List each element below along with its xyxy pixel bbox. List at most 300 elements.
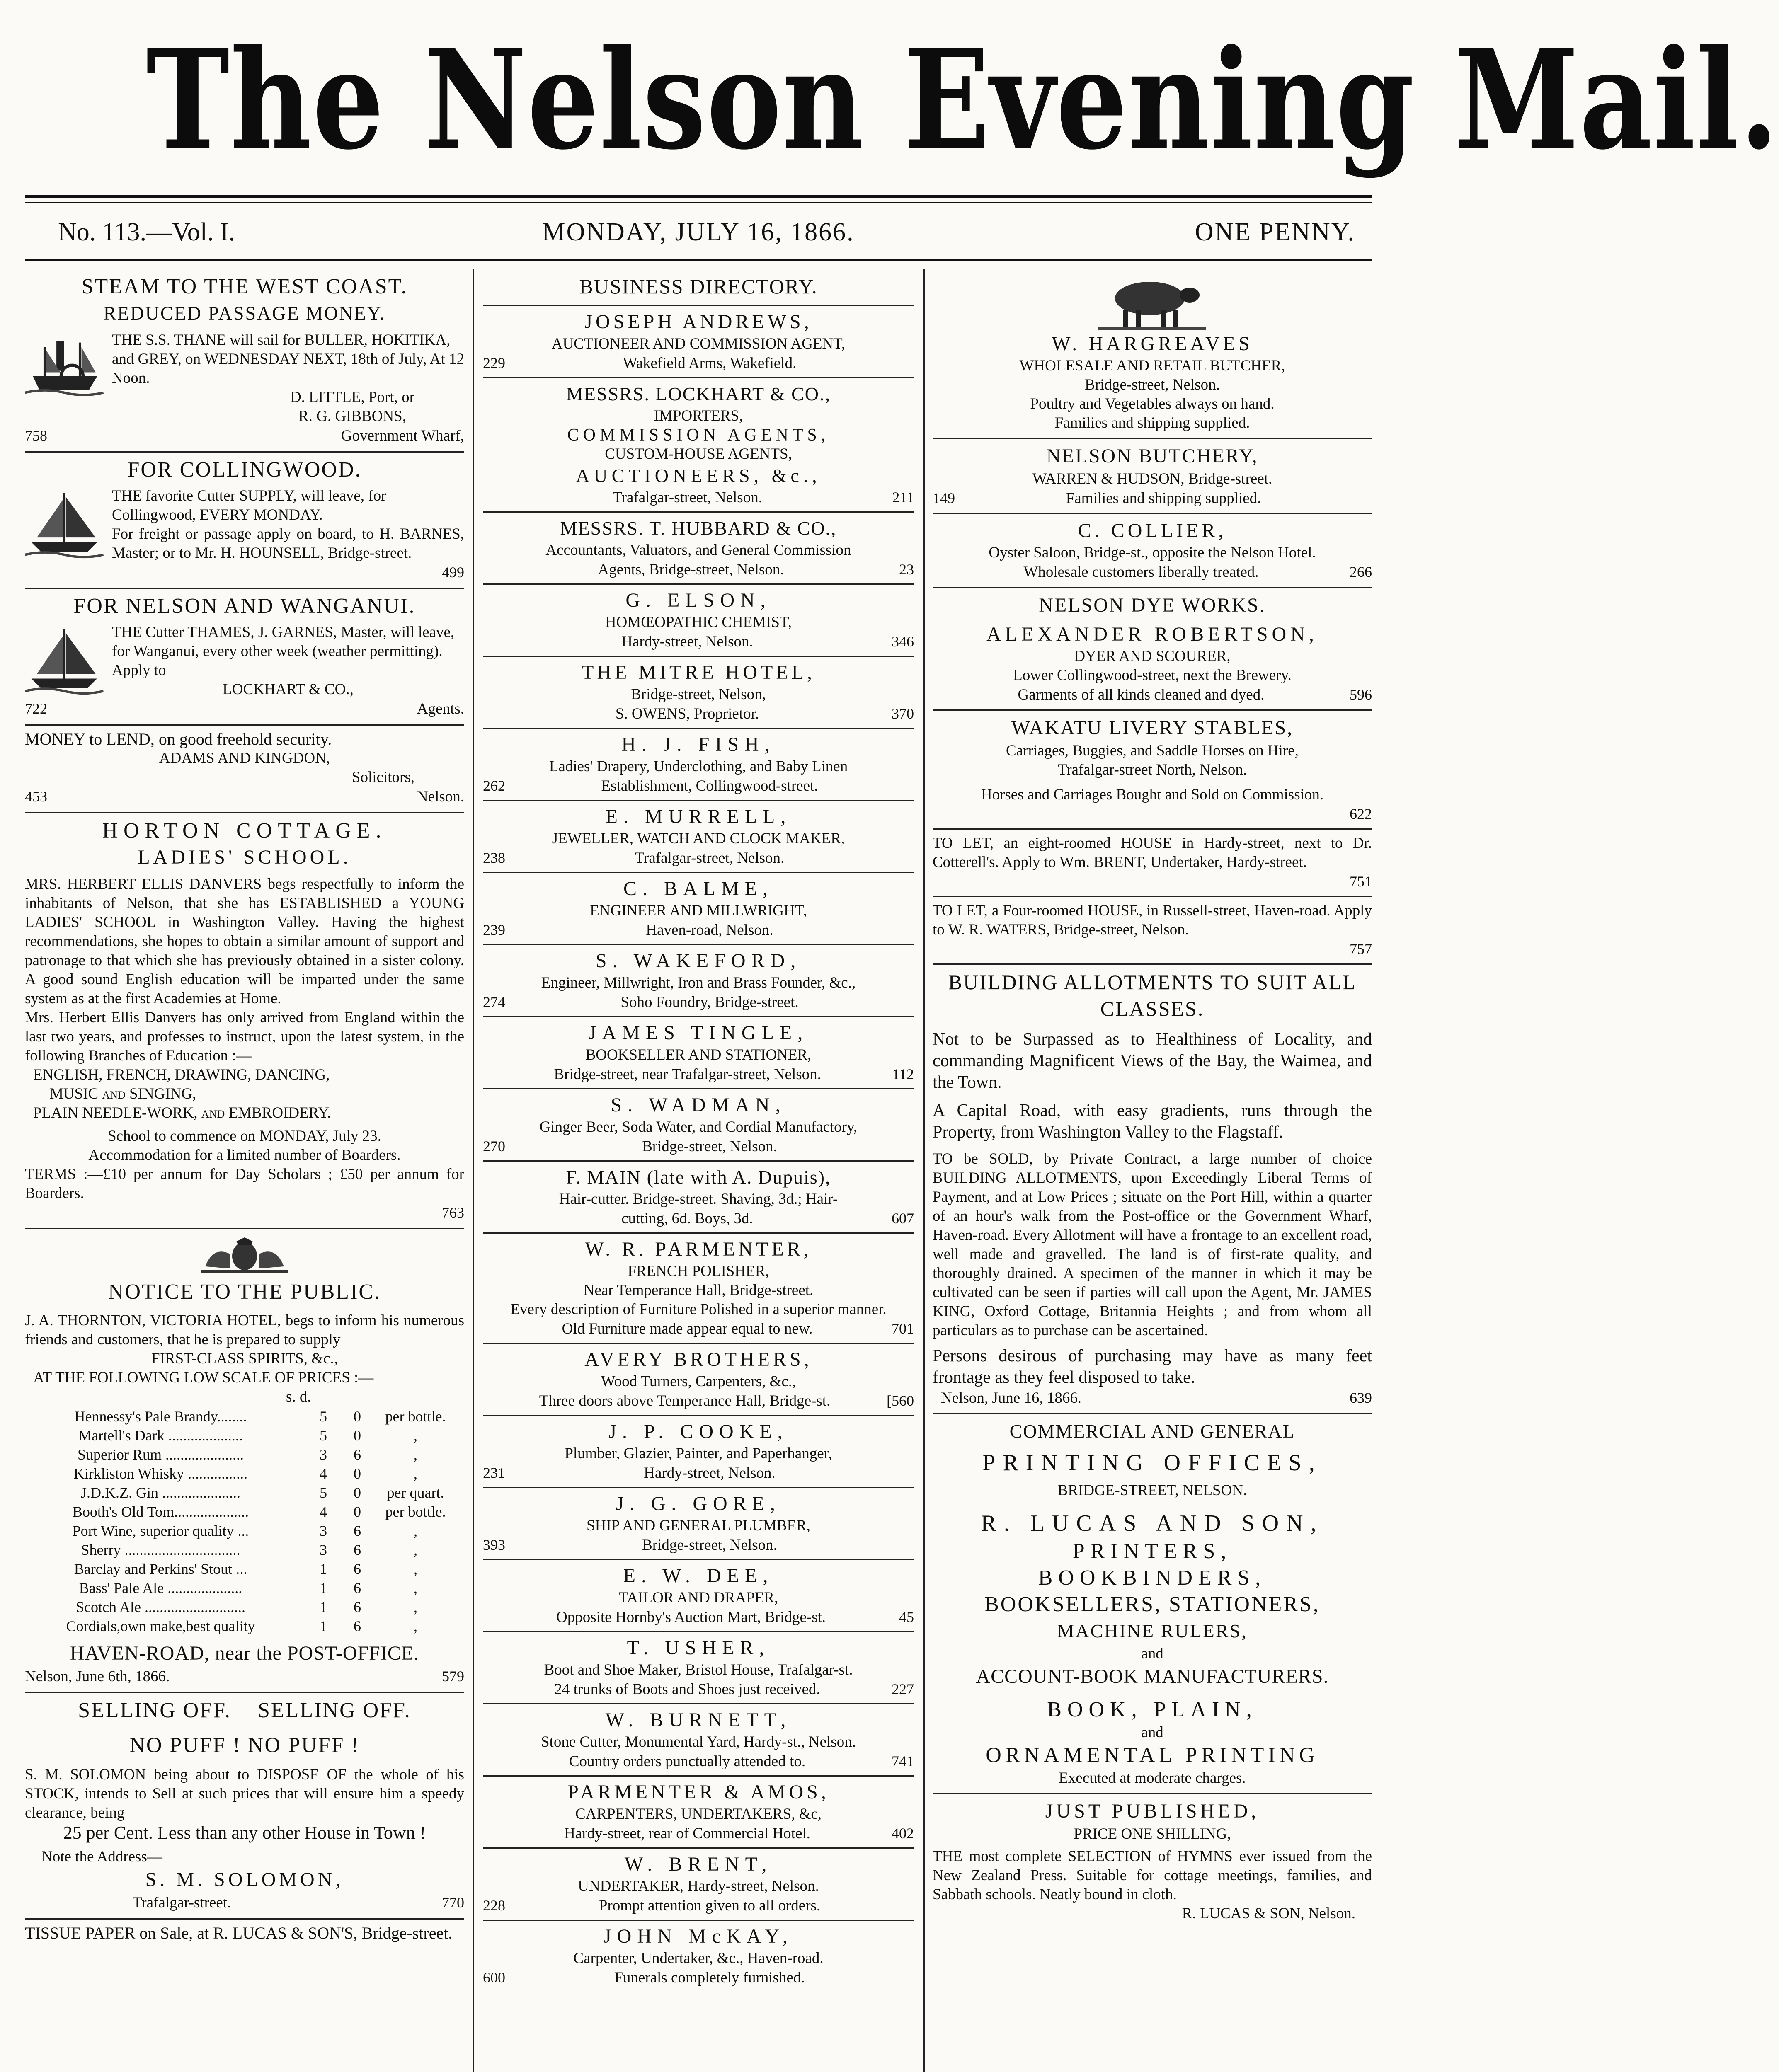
entry-name: JOHN McKAY, <box>603 1925 794 1947</box>
entry-footer <box>483 632 914 651</box>
entry-line: cutting, 6d. Boys, 3d. <box>621 1210 753 1227</box>
ad-line: ACCOUNT-BOOK MANUFACTURERS. <box>976 1665 1329 1687</box>
ad-title: STEAM TO THE WEST COAST. <box>81 275 408 298</box>
entry-footer <box>483 1065 914 1084</box>
entry-number: [560 <box>887 1392 914 1409</box>
ad-body: TERMS :—£10 per annum for Day Scholars ; £50 per annum for Boarders. <box>25 1166 464 1202</box>
ad-tissue-paper <box>25 1920 464 1949</box>
ad-body: MRS. HERBERT ELLIS DANVERS begs respectfully to inform the inhabitants of Nelson, that she has ESTABLISHED a YOUNG LADIES' SCHOOL in Washington Valley. Having the highest recommendations, she hopes to obtain a similar amount of support and patronage to that which she has previously obtained in a sister colony. A good sound English education will be imparted under the same system as at the first Academies at Home. <box>25 876 464 1007</box>
ad-name: ALEXANDER ROBERTSON, <box>986 623 1318 645</box>
price-unit: per quart. <box>387 1484 444 1501</box>
ad-line: Families and shipping supplied. <box>1066 490 1261 507</box>
ad-number: 622 <box>1350 806 1372 822</box>
entry-name: JAMES TINGLE, <box>588 1022 809 1044</box>
price-item: Cordials,own make,best quality <box>66 1618 255 1634</box>
entry-line: Stone Cutter, Monumental Yard, Hardy-st., Nelson. <box>540 1733 856 1750</box>
entry-name: W. R. PARMENTER, <box>585 1238 812 1260</box>
masthead <box>25 17 1779 182</box>
entry-line: CARPENTERS, UNDERTAKERS, &c, <box>575 1806 822 1823</box>
issue-line <box>25 215 1372 249</box>
entry-line: Bridge-street, Nelson. <box>642 1537 777 1554</box>
entry-number: 741 <box>892 1753 914 1769</box>
ad-title: SELLING OFF. SELLING OFF. <box>78 1699 411 1722</box>
ad-name: C. COLLIER, <box>1078 520 1227 542</box>
entry-line: Carpenter, Undertaker, &c., Haven-road. <box>573 1950 824 1967</box>
ad-body: Persons desirous of purchasing may have as many feet frontage as they feel disposed to take. <box>933 1346 1372 1387</box>
entry-line: BOOKSELLER AND STATIONER, <box>585 1046 812 1063</box>
entry-footer <box>483 1824 914 1843</box>
entry-line: Hardy-street, rear of Commercial Hotel. <box>564 1825 810 1842</box>
ad-line: Garments of all kinds cleaned and dyed. <box>1018 686 1265 703</box>
price-row <box>26 1484 463 1502</box>
price-shillings: 5 <box>320 1484 327 1501</box>
entry-line: TAILOR AND DRAPER, <box>618 1589 778 1606</box>
ad-number: 763 <box>442 1204 464 1221</box>
ad-line: Horses and Carriages Bought and Sold on Commission. <box>981 786 1324 803</box>
ad-body: TO LET, an eight-roomed HOUSE in Hardy-street, next to Dr. Cotterell's. Apply to Wm. BRENT, Undertaker, Hardy-street. <box>933 835 1372 871</box>
price-pence: 6 <box>354 1446 361 1463</box>
directory-list <box>483 306 914 1992</box>
price-shillings: 1 <box>320 1580 327 1596</box>
ad-line: Wholesale customers liberally treated. <box>1023 564 1259 581</box>
entry-number: 227 <box>892 1681 914 1697</box>
ad-line: Carriages, Buggies, and Saddle Horses on Hire, <box>1006 742 1299 759</box>
price-pence: 0 <box>354 1408 361 1425</box>
directory-header <box>483 269 914 306</box>
entry-name: S. WADMAN, <box>611 1094 786 1116</box>
entry-footer <box>483 1391 914 1411</box>
ad-line: BOOKBINDERS, <box>1038 1566 1267 1590</box>
price-row <box>26 1407 463 1426</box>
entry-footer <box>483 1463 914 1483</box>
column-3 <box>933 269 1372 2072</box>
ad-body: TO LET, a Four-roomed HOUSE, in Russell-street, Haven-road. Apply to W. R. WATERS, Bridge-street, Nelson. <box>933 902 1372 938</box>
ad-body: THE most complete SELECTION of HYMNS ever issued from the New Zealand Press. Suitable for cottage meetings, families, and Sabbath schools. Neatly bound in cloth. <box>933 1848 1372 1903</box>
entry-line: 24 trunks of Boots and Shoes just received. <box>554 1681 820 1698</box>
ad-title: FOR COLLINGWOOD. <box>127 458 362 482</box>
directory-entry <box>483 1777 914 1849</box>
ad-branch: ENGLISH, FRENCH, DRAWING, DANCING, <box>33 1066 330 1083</box>
entry-line: CUSTOM-HOUSE AGENTS, <box>605 445 792 462</box>
directory-entry <box>483 1632 914 1704</box>
entry-line: Engineer, Millwright, Iron and Brass Founder, &c., <box>541 974 856 991</box>
price-row <box>26 1617 463 1635</box>
price-item: Scotch Ale ........................... <box>76 1599 245 1615</box>
entry-number: 211 <box>892 489 914 506</box>
directory-entry <box>483 873 914 945</box>
column-1 <box>25 269 464 2072</box>
ad-title: NOTICE TO THE PUBLIC. <box>108 1280 381 1304</box>
price-row <box>26 1579 463 1597</box>
price-unit: , <box>414 1427 417 1444</box>
directory-entry <box>483 729 914 801</box>
entry-name: H. J. FISH, <box>621 733 776 755</box>
entry-name: THE MITRE HOTEL, <box>582 661 815 683</box>
ad-number: 499 <box>442 564 464 581</box>
ad-building-allotments <box>933 965 1372 1414</box>
directory-entry <box>483 1089 914 1162</box>
price-row <box>26 1426 463 1445</box>
entry-line: SHIP AND GENERAL PLUMBER, <box>587 1517 810 1534</box>
price-unit: , <box>414 1465 417 1482</box>
entry-name: AVERY BROTHERS, <box>584 1348 812 1370</box>
ad-branch: MUSIC and SINGING, <box>50 1085 196 1102</box>
ad-line: Oyster Saloon, Bridge-st., opposite the Nelson Hotel. <box>989 544 1316 561</box>
ad-to-let-1 <box>933 830 1372 897</box>
ad-line: Families and shipping supplied. <box>1054 414 1250 431</box>
entry-name: J. G. GORE, <box>616 1493 781 1515</box>
price-item: Port Wine, superior quality ... <box>72 1523 249 1539</box>
price-item: Sherry ............................... <box>81 1542 240 1558</box>
ad-street: Trafalgar-street. <box>133 1894 231 1911</box>
entry-line: S. OWENS, Proprietor. <box>615 705 759 722</box>
ad-body: Note the Address— <box>41 1848 162 1865</box>
ad-title: FOR NELSON AND WANGANUI. <box>73 594 416 618</box>
entry-footer <box>483 992 914 1012</box>
ad-title: WAKATU LIVERY STABLES, <box>1011 717 1294 739</box>
price-item: J.D.K.Z. Gin ..................... <box>81 1484 240 1501</box>
entry-line: AUCTIONEER AND COMMISSION AGENT, <box>551 335 846 352</box>
entry-line: Bridge-street, Nelson, <box>631 686 766 703</box>
entry-number: 402 <box>892 1825 914 1842</box>
ad-number: 453 <box>25 788 47 805</box>
ad-place: Nelson. <box>417 788 464 805</box>
price-row <box>26 1522 463 1540</box>
ad-nelson-butchery <box>933 439 1372 514</box>
entry-line: Boot and Shoe Maker, Bristol House, Trafalgar-st. <box>544 1661 853 1678</box>
entry-number: 393 <box>483 1537 505 1553</box>
price-pence: 6 <box>354 1618 361 1634</box>
price-unit: , <box>414 1446 417 1463</box>
price-row <box>26 1464 463 1483</box>
entry-number: 45 <box>899 1609 914 1625</box>
price-pence: 6 <box>354 1580 361 1596</box>
entry-line: Ginger Beer, Soda Water, and Cordial Manufactory, <box>539 1118 858 1135</box>
directory-title: BUSINESS DIRECTORY. <box>579 275 818 298</box>
ad-number: 751 <box>1350 873 1372 890</box>
ad-body: AT THE FOLLOWING LOW SCALE OF PRICES :— <box>33 1369 374 1386</box>
ad-body: MONEY to LEND, on good freehold security. <box>25 730 332 748</box>
ad-solomon <box>25 1693 464 1920</box>
entry-line: COMMISSION AGENTS, <box>567 426 830 445</box>
sailing-cutter-icon <box>25 625 104 696</box>
ad-line: and <box>1141 1645 1163 1662</box>
entry-number: 112 <box>892 1066 914 1082</box>
entry-footer <box>483 848 914 868</box>
entry-line: Three doors above Temperance Hall, Bridge-st. <box>539 1392 831 1409</box>
entry-line: Trafalgar-street, Nelson. <box>635 850 785 867</box>
price-shillings: 1 <box>320 1561 327 1577</box>
ad-title: BUILDING ALLOTMENTS TO SUIT ALL CLASSES. <box>948 971 1357 1020</box>
price-pence: 6 <box>354 1599 361 1615</box>
ad-line: Poultry and Vegetables always on hand. <box>1030 395 1275 412</box>
price-unit: per bottle. <box>385 1408 446 1425</box>
price-pence: 0 <box>354 1427 361 1444</box>
directory-entry <box>483 657 914 729</box>
ad-line: Bridge-street, Nelson. <box>1085 376 1220 393</box>
royal-arms-icon <box>197 1237 292 1275</box>
price-unit: , <box>414 1618 417 1634</box>
directory-entry <box>483 801 914 873</box>
ad-date: Nelson, June 16, 1866. <box>941 1389 1082 1406</box>
ad-line: BOOKSELLERS, STATIONERS, <box>984 1593 1320 1616</box>
entry-number: 239 <box>483 922 505 938</box>
entry-line: Haven-road, Nelson. <box>646 922 773 939</box>
entry-number: 238 <box>483 850 505 866</box>
price-row <box>26 1598 463 1616</box>
entry-line: Wakefield Arms, Wakefield. <box>623 355 797 372</box>
entry-line: Funerals completely furnished. <box>614 1969 805 1986</box>
sheep-icon <box>1098 274 1206 332</box>
ad-title: PRINTING OFFICES, <box>982 1450 1322 1476</box>
masthead-rule <box>25 195 1372 203</box>
issue-price: ONE PENNY. <box>1195 218 1355 246</box>
price-pence: 6 <box>354 1523 361 1539</box>
entry-number: 229 <box>483 355 505 371</box>
ad-number: 722 <box>25 700 47 717</box>
ad-line: Lower Collingwood-street, next the Brewery. <box>1013 667 1292 684</box>
price-item: Martell's Dark .................... <box>78 1427 243 1444</box>
ad-date: Nelson, June 6th, 1866. <box>25 1668 170 1685</box>
entry-number: 607 <box>892 1210 914 1227</box>
entry-name: F. MAIN (late with A. Dupuis), <box>566 1167 831 1188</box>
ad-signature: R. LUCAS & SON, Nelson. <box>1182 1905 1355 1922</box>
ad-line: Trafalgar-street North, Nelson. <box>1057 761 1247 778</box>
price-unit: , <box>414 1561 417 1577</box>
entry-line: Bridge-street, near Trafalgar-street, Nelson. <box>554 1066 821 1083</box>
entry-line: Hardy-street, Nelson. <box>621 633 753 650</box>
ad-name: NELSON BUTCHERY, <box>1046 445 1258 467</box>
ad-agent: Solicitors, <box>351 769 414 786</box>
ad-name: R. LUCAS AND SON, <box>981 1510 1324 1536</box>
ad-line: PRINTERS, <box>1072 1539 1232 1563</box>
price-row <box>26 1541 463 1559</box>
price-row <box>26 1560 463 1578</box>
price-item: Booth's Old Tom.................... <box>72 1503 249 1520</box>
price-pence: 6 <box>354 1542 361 1558</box>
column-2 <box>483 269 914 2072</box>
entry-line: Hardy-street, Nelson. <box>644 1464 776 1481</box>
entry-line: UNDERTAKER, Hardy-street, Nelson. <box>578 1878 819 1895</box>
ad-agent: ADAMS AND KINGDON, <box>159 750 330 767</box>
entry-number: 274 <box>483 994 505 1010</box>
issue-rule <box>25 259 1372 261</box>
entry-footer <box>483 1607 914 1627</box>
ad-name: S. M. SOLOMON, <box>145 1869 344 1890</box>
entry-name: C. BALME, <box>623 878 773 900</box>
ad-body: TO be SOLD, by Private Contract, a large number of choice BUILDING ALLOTMENTS, upon Exceedingly Liberal Terms of Payment, and at Low Prices ; situate on the Port Hill, within a quarter of an hour's walk from the Post-office or the Government Wharf, Haven-road. Every Allotment will have a frontage to an excellent road, well made and gravelled. The land is of first-rate quality, and thoroughly drained. A specimen of the manner in which it may be cultivated can be seen if parties will call upon the Agent, Mr. JAMES KING, Oxford Cottage, Britannia Heights ; and from whom all particulars as to purchase can be ascertained. <box>933 1150 1372 1339</box>
entry-name: JOSEPH ANDREWS, <box>584 311 812 333</box>
column-divider <box>473 269 474 2072</box>
price-unit: , <box>414 1599 417 1615</box>
directory-entry <box>483 378 914 513</box>
ad-number: 770 <box>442 1894 464 1911</box>
ad-number: 149 <box>933 490 955 506</box>
entry-footer <box>483 704 914 724</box>
ad-line: DYER AND SCOURER, <box>1074 648 1231 665</box>
ad-notice-public <box>25 1229 464 1311</box>
entry-line: IMPORTERS, <box>654 407 743 424</box>
column-divider <box>923 269 925 2072</box>
entry-line: Establishment, Collingwood-street. <box>601 777 818 794</box>
price-item: Barclay and Perkins' Stout ... <box>74 1561 247 1577</box>
ad-line: MACHINE RULERS, <box>1057 1620 1248 1641</box>
ad-collier <box>933 514 1372 588</box>
entry-line: Hair-cutter. Bridge-street. Shaving, 3d.; Hair- <box>559 1191 838 1208</box>
price-shillings: 5 <box>320 1427 327 1444</box>
ad-wakatu-stables <box>933 711 1372 830</box>
entry-number: 600 <box>483 1969 505 1986</box>
ad-subtitle: REDUCED PASSAGE MONEY. <box>103 303 386 324</box>
directory-entry <box>483 306 914 378</box>
entry-line: Ladies' Drapery, Underclothing, and Baby Linen <box>549 758 848 775</box>
price-pence: 0 <box>354 1465 361 1482</box>
directory-entry <box>483 1560 914 1632</box>
entry-number: 228 <box>483 1897 505 1914</box>
ad-agent: LOCKHART & CO., <box>223 681 354 698</box>
entry-footer <box>483 920 914 940</box>
entry-name: MESSRS. LOCKHART & CO., <box>566 383 831 404</box>
ad-body: For freight or passage apply on board, to H. BARNES, Master; or to Mr. H. HOUNSELL, Bridge-street. <box>112 525 464 562</box>
entry-number: 346 <box>892 633 914 650</box>
entry-number: 370 <box>892 705 914 722</box>
directory-entry <box>483 945 914 1017</box>
entry-footer <box>483 1752 914 1771</box>
price-header: s. d. <box>286 1388 311 1405</box>
directory-entry <box>483 1704 914 1777</box>
entry-footer <box>483 1137 914 1156</box>
price-unit: , <box>414 1542 417 1558</box>
ad-dye-works <box>933 588 1372 711</box>
ad-line: PRICE ONE SHILLING, <box>1074 1825 1231 1842</box>
issue-number: No. 113.—Vol. I. <box>58 218 235 246</box>
price-shillings: 3 <box>320 1542 327 1558</box>
entry-name: E. MURRELL, <box>605 806 792 828</box>
entry-line: Plumber, Glazier, Painter, and Paperhanger, <box>565 1445 832 1462</box>
price-pence: 0 <box>354 1503 361 1520</box>
ad-number: 579 <box>442 1668 464 1685</box>
ad-agent: Agents. <box>417 700 464 717</box>
entry-name: PARMENTER & AMOS, <box>567 1781 829 1803</box>
price-unit: , <box>414 1580 417 1596</box>
entry-name: G. ELSON, <box>625 589 771 611</box>
ad-body: Not to be Surpassed as to Healthiness of Locality, and commanding Magnificent Views of the Bay, the Waimea, and the Town. <box>933 1030 1372 1092</box>
entry-line: Trafalgar-street, Nelson. <box>613 489 762 506</box>
ad-subtitle: LADIES' SCHOOL. <box>138 846 351 868</box>
entry-line: HOMŒOPATHIC CHEMIST, <box>605 614 792 631</box>
entry-number: 270 <box>483 1138 505 1155</box>
entry-line: ENGINEER AND MILLWRIGHT, <box>590 902 807 919</box>
ad-number: 596 <box>1350 686 1372 703</box>
price-item: Hennessy's Pale Brandy........ <box>74 1408 247 1425</box>
entry-line: Prompt attention given to all orders. <box>599 1897 821 1914</box>
masthead-title: The Nelson Evening Mail. <box>146 19 1779 180</box>
entry-number: 262 <box>483 777 505 794</box>
ad-address: HAVEN-ROAD, near the POST-OFFICE. <box>70 1642 419 1664</box>
entry-footer <box>483 1535 914 1555</box>
ad-printing-offices <box>933 1414 1372 1794</box>
price-unit: per bottle. <box>385 1503 446 1520</box>
entry-footer <box>483 1896 914 1915</box>
ad-body: TISSUE PAPER on Sale, at R. LUCAS & SON'S, Bridge-street. <box>25 1924 453 1942</box>
entry-name: J. P. COOKE, <box>608 1421 788 1443</box>
ad-body: FIRST-CLASS SPIRITS, &c., <box>151 1350 338 1367</box>
price-shillings: 4 <box>320 1503 327 1520</box>
entry-footer <box>483 560 914 579</box>
price-shillings: 1 <box>320 1618 327 1634</box>
directory-entry <box>483 1488 914 1560</box>
entry-line: Wood Turners, Carpenters, &c., <box>601 1373 796 1390</box>
ad-number: 757 <box>1350 941 1372 957</box>
ad-number: 639 <box>1350 1389 1372 1406</box>
entry-footer <box>483 1680 914 1699</box>
directory-entry <box>483 1416 914 1488</box>
ad-body: School to commence on MONDAY, July 23. <box>108 1128 381 1145</box>
entry-line: AUCTIONEERS, &c., <box>576 465 821 486</box>
directory-entry <box>483 513 914 585</box>
ad-title: NELSON DYE WORKS. <box>1039 594 1266 616</box>
ad-body: Accommodation for a limited number of Boarders. <box>88 1147 401 1164</box>
ad-line: ORNAMENTAL PRINTING <box>986 1743 1319 1767</box>
sailing-cutter-icon <box>25 489 104 559</box>
price-shillings: 1 <box>320 1599 327 1615</box>
entry-line: Agents, Bridge-street, Nelson. <box>598 561 784 578</box>
ad-line: BOOK, PLAIN, <box>1047 1698 1258 1721</box>
issue-date: MONDAY, JULY 16, 1866. <box>542 218 855 246</box>
price-pence: 6 <box>354 1561 361 1577</box>
entry-line: Opposite Hornby's Auction Mart, Bridge-st. <box>556 1609 826 1626</box>
ad-body: Mrs. Herbert Ellis Danvers has only arrived from England within the last two years, and professes to instruct, upon the latest system, in the following Branches of Education :— <box>25 1009 464 1064</box>
entry-name: MESSRS. T. HUBBARD & CO., <box>560 518 837 539</box>
ad-steam-west-coast <box>25 269 464 453</box>
ad-horton-cottage <box>25 813 464 1229</box>
ad-to-let-2 <box>933 897 1372 965</box>
price-item: Kirkliston Whisky ................ <box>73 1465 248 1482</box>
ad-wanganui <box>25 589 464 726</box>
directory-entry <box>483 585 914 657</box>
price-shillings: 3 <box>320 1523 327 1539</box>
directory-entry <box>483 1344 914 1416</box>
ad-subtitle: NO PUFF ! NO PUFF ! <box>129 1733 360 1757</box>
ad-body: 25 per Cent. Less than any other House in Town ! <box>63 1823 426 1843</box>
price-shillings: 4 <box>320 1465 327 1482</box>
entry-line: Bridge-street, Nelson. <box>642 1138 777 1155</box>
ad-hargreaves <box>933 269 1372 439</box>
ad-body: J. A. THORNTON, VICTORIA HOTEL, begs to inform his numerous friends and customers, that he is prepared to supply <box>25 1312 464 1348</box>
ad-agent: D. LITTLE, Port, or <box>290 389 414 406</box>
entry-number: 701 <box>892 1320 914 1337</box>
entry-line: Every description of Furniture Polished in a superior manner. <box>510 1301 887 1318</box>
ad-agent: Government Wharf, <box>341 427 464 444</box>
ad-money-to-lend <box>25 726 464 813</box>
directory-entry <box>483 1921 914 1992</box>
ad-number: 758 <box>25 427 47 444</box>
entry-name: T. USHER, <box>627 1637 770 1659</box>
ad-agent: R. G. GIBBONS, <box>298 408 406 425</box>
ad-line: WHOLESALE AND RETAIL BUTCHER, <box>1019 357 1285 374</box>
entry-footer <box>483 353 914 373</box>
ad-line: WARREN & HUDSON, Bridge-street. <box>1032 470 1272 487</box>
price-shillings: 3 <box>320 1446 327 1463</box>
price-row <box>26 1445 463 1464</box>
price-pence: 0 <box>354 1484 361 1501</box>
entry-line: Soho Foundry, Bridge-street. <box>620 994 799 1011</box>
entry-line: JEWELLER, WATCH AND CLOCK MAKER, <box>552 830 845 847</box>
price-item: Superior Rum ..................... <box>78 1446 244 1463</box>
entry-footer <box>483 488 914 507</box>
directory-entry <box>483 1849 914 1921</box>
entry-footer <box>483 1209 914 1228</box>
